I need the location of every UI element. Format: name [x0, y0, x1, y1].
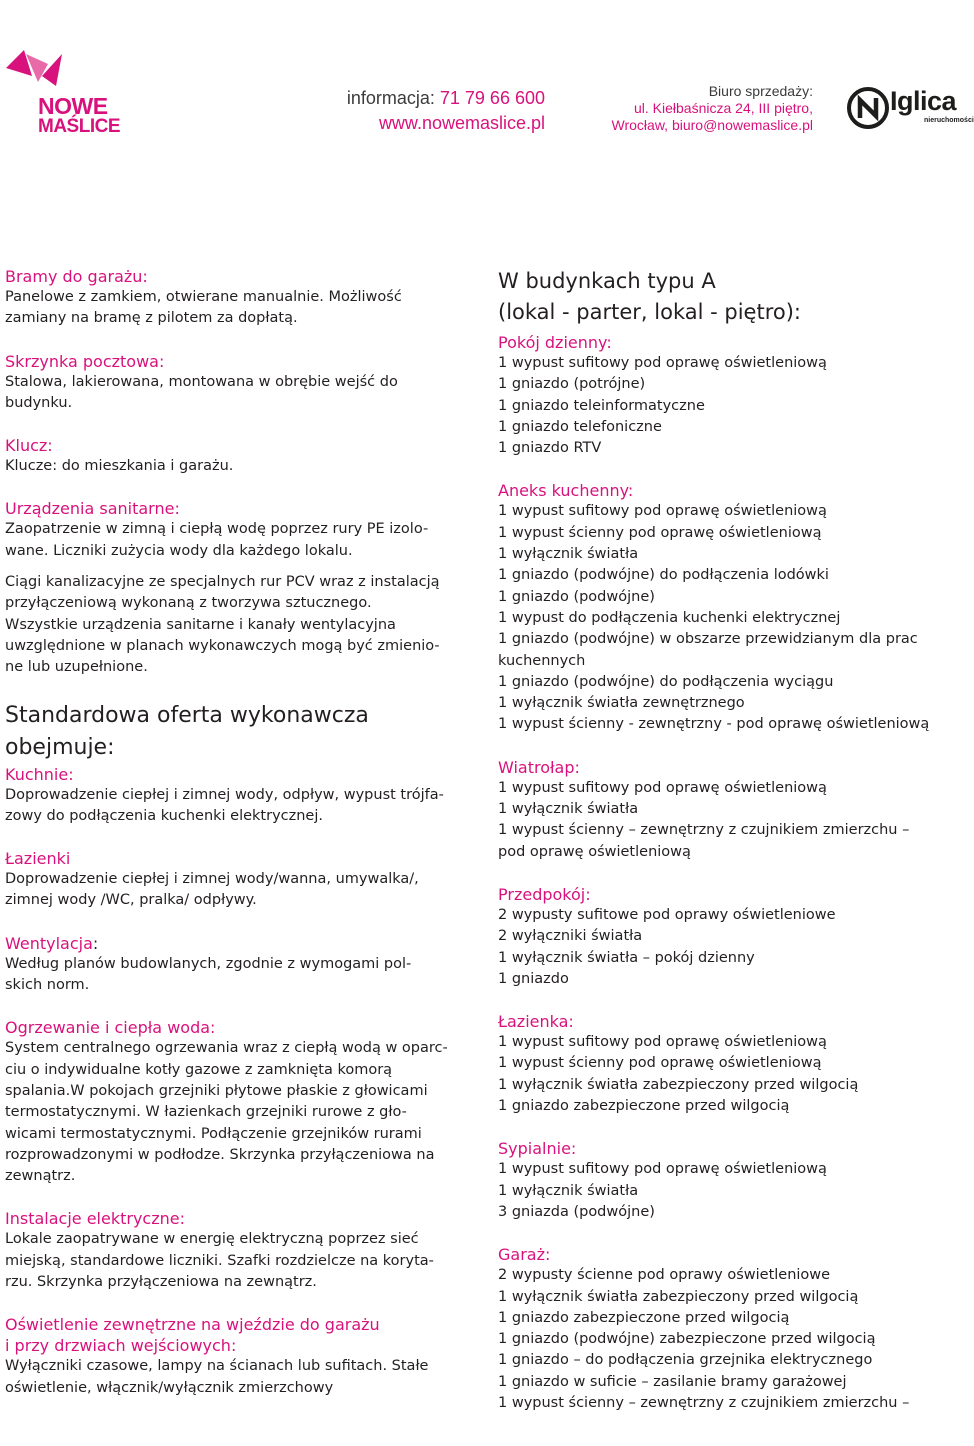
list-item: 1 gniazdo zabezpieczone przed wilgocią — [498, 1098, 790, 1115]
section-heading: Ogrzewanie i ciepła woda: — [5, 1018, 216, 1038]
text-line: termostatycznymi. W łazienkach grzejniki rurowe z gło- — [5, 1104, 407, 1121]
list-item: pod oprawę oświetleniową — [498, 843, 691, 860]
text-line: Według planów budowlanych, zgodnie z wymogami pol- — [5, 955, 412, 972]
text-line: rozprowadzonymi w podłodze. Skrzynka przyłączeniowa na — [5, 1146, 435, 1163]
heading-colon: : — [92, 933, 99, 953]
text-line: Ciągi kanalizacyjne ze specjalnych rur PCV wraz z instalacją — [5, 574, 440, 591]
text-line: Doprowadzenie ciepłej i zimnej wody, odpływ, wypust trójfa- — [5, 786, 444, 803]
title-line: (lokal - parter, lokal - piętro): — [498, 300, 801, 324]
title-line: W budynkach typu A — [498, 269, 716, 293]
iglica-emblem-icon — [846, 84, 890, 132]
list-item: 1 wypust ścienny pod oprawę oświetleniową — [498, 1055, 822, 1072]
text-line: Doprowadzenie ciepłej i zimnej wody/wanna, umywalka/, — [5, 871, 419, 888]
text-line: miejską, standardowe liczniki. Szafki rozdzielcze na koryta- — [5, 1252, 434, 1269]
list-item: 1 gniazdo zabezpieczone przed wilgocią — [498, 1309, 790, 1326]
list-item: 1 wyłącznik światła zewnętrznego — [498, 695, 745, 712]
left-column — [5, 266, 460, 1420]
list-item: 1 wypust sufitowy pod oprawę oświetleniową — [498, 779, 827, 796]
text-line: uwzględnione w planach wykonawczych mogą być zmienio- — [5, 637, 440, 654]
list-item: 1 gniazdo teleinformatyczne — [498, 397, 705, 414]
section-keys — [5, 435, 460, 477]
list-item: 1 wypust sufitowy pod oprawę oświetleniową — [498, 1034, 827, 1051]
text-line: rzu. Skrzynka przyłączeniowa na zewnątrz. — [5, 1274, 317, 1291]
text-line: Wszystkie urządzenia sanitarne i kanały wentylacyjna — [5, 616, 396, 633]
section-electrical — [5, 1208, 460, 1293]
section-bathrooms — [5, 848, 460, 912]
section-kitchens — [5, 764, 460, 828]
svg-text:NOWE: NOWE — [38, 93, 108, 119]
section-bedrooms — [498, 1138, 958, 1223]
heading-text: Wentylacja — [5, 933, 93, 953]
list-item: 2 wypusty sufitowe pod oprawy oświetleniowe — [498, 906, 836, 923]
room-list — [498, 332, 958, 1414]
list-item: 1 wypust ścienny – zewnętrzny z czujnikiem zmierzchu – — [498, 822, 910, 839]
iglica-logo-text: Iglica — [890, 86, 957, 116]
section-heading: Skrzynka pocztowa: — [5, 351, 165, 371]
list-item: 2 wyłączniki światła — [498, 928, 643, 945]
list-item: 1 gniazdo — [498, 970, 569, 987]
section-bathroom — [498, 1011, 958, 1117]
list-item: 1 gniazdo RTV — [498, 440, 602, 457]
list-item: 1 gniazdo (potrójne) — [498, 376, 646, 393]
text-line: Klucze: do mieszkania i garażu. — [5, 458, 234, 475]
text-line: ciu o indywidualne kotły gazowe z zamknięta komorą — [5, 1061, 393, 1078]
list-item: 1 wyłącznik światła zabezpieczony przed wilgocią — [498, 1288, 859, 1305]
list-item: 1 gniazdo (podwójne) — [498, 588, 655, 605]
text-line: spalania.W pokojach grzejniki płytowe płaskie z głowicami — [5, 1082, 428, 1099]
section-outdoor-lighting — [5, 1314, 460, 1399]
building-type-title — [498, 266, 958, 328]
section-kitchenette — [498, 480, 958, 735]
list-item: 1 wyłącznik światła zabezpieczony przed wilgocią — [498, 1076, 859, 1093]
text-line: zowy do podłączenia kuchenki elektrycznej. — [5, 807, 323, 824]
list-item: 1 wypust ścienny - zewnętrzny - pod oprawę oświetleniową — [498, 716, 930, 733]
list-item: 3 gniazda (podwójne) — [498, 1203, 655, 1220]
text-line: Lokale zaopatrywane w energię elektryczną poprzez sieć — [5, 1231, 419, 1248]
section-heading: Instalacje elektryczne: — [5, 1209, 185, 1229]
list-item: kuchennych — [498, 652, 586, 669]
text-line: Stalowa, lakierowana, montowana w obrębie wejść do — [5, 373, 398, 390]
list-item: 1 gniazdo (podwójne) do podłączenia lodówki — [498, 567, 829, 584]
text-line: Wyłączniki czasowe, lampy na ścianach lub sufitach. Stałe — [5, 1358, 429, 1375]
list-item: 1 gniazdo telefoniczne — [498, 418, 662, 435]
section-heading — [5, 933, 460, 954]
heading-line: Oświetlenie zewnętrzne na wjeździe do garażu — [5, 1315, 380, 1335]
list-item: 1 gniazdo (podwójne) w obszarze przewidzianym dla prac — [498, 631, 918, 648]
text-line: budynku. — [5, 394, 73, 411]
iglica-logo — [846, 84, 974, 132]
section-heading: Aneks kuchenny: — [498, 481, 634, 501]
section-heading: Klucz: — [5, 436, 53, 456]
section-sanitary — [5, 498, 460, 678]
list-item: 1 wypust sufitowy pod oprawę oświetleniową — [498, 1161, 827, 1178]
text-line: przyłączeniową wykonaną z tworzywa sztucznego. — [5, 595, 372, 612]
section-heading: Łazienka: — [498, 1012, 574, 1032]
list-item: 1 wypust sufitowy pod oprawę oświetleniową — [498, 355, 827, 371]
list-item: 1 wypust ścienny – zewnętrzny z czujnikiem zmierzchu – — [498, 1394, 910, 1411]
text-line: Panelowe z zamkiem, otwierane manualnie. Możliwość — [5, 289, 402, 305]
section-heading: Garaż: — [498, 1245, 551, 1265]
list-item: 1 wypust do podłączenia kuchenki elektrycznej — [498, 609, 841, 626]
page-header — [0, 0, 974, 160]
section-garage — [498, 1244, 958, 1414]
section-heading: Pokój dzienny: — [498, 333, 612, 352]
svg-text:MAŚLICE: MAŚLICE — [38, 116, 120, 137]
list-item: 1 wyłącznik światła — [498, 546, 639, 563]
list-item: 1 gniazdo w suficie – zasilanie bramy garażowej — [498, 1373, 847, 1390]
iglica-logo-subtext: nieruchomości — [924, 117, 974, 124]
section-heading: Kuchnie: — [5, 764, 74, 784]
sales-office — [560, 83, 813, 134]
section-living-room — [498, 332, 958, 459]
office-label: Biuro sprzedaży: — [708, 83, 813, 99]
section-garage-doors — [5, 266, 460, 330]
list-item: 1 gniazdo – do podłączenia grzejnika elektrycznego — [498, 1352, 873, 1369]
office-contact[interactable]: Wrocław, biuro@nowemaslice.pl — [611, 117, 813, 133]
contact-info — [340, 86, 545, 136]
section-heading: Wiatrołap: — [498, 757, 580, 777]
section-ventilation — [5, 933, 460, 997]
text-line: zamiany na bramę z pilotem za dopłatą. — [5, 310, 298, 327]
text-line: ne lub uzupełnione. — [5, 659, 148, 676]
section-heading: Urządzenia sanitarne: — [5, 499, 180, 519]
text-line: oświetlenie, włącznik/wyłącznik zmierzchowy — [5, 1379, 334, 1396]
right-column — [498, 266, 958, 1435]
office-address: ul. Kiełbaśnicza 24, III piętro, — [634, 100, 813, 116]
title-line: Standardowa oferta wykonawcza — [5, 702, 369, 728]
text-line: System centralnego ogrzewania wraz z ciepłą wodą w oparc- — [5, 1040, 448, 1057]
section-heading: Łazienki — [5, 849, 71, 869]
section-vestibule — [498, 757, 958, 863]
section-heading: Sypialnie: — [498, 1139, 577, 1159]
text-line: wane. Liczniki zużycia wody dla każdego lokalu. — [5, 542, 353, 559]
info-phone[interactable]: 71 79 66 600 — [439, 88, 545, 108]
section-heading: Bramy do garażu: — [5, 267, 148, 286]
text-line: zimnej wody /WC, pralka/ odpływy. — [5, 892, 257, 909]
text-line: wicami termostatycznymi. Podłączenie grzejników rurami — [5, 1125, 422, 1142]
section-heading — [5, 1314, 460, 1356]
heading-line: i przy drzwiach wejściowych: — [5, 1336, 237, 1356]
list-item: 1 gniazdo (podwójne) zabezpieczone przed wilgocią — [498, 1331, 876, 1348]
list-item: 1 wyłącznik światła – pokój dzienny — [498, 949, 755, 966]
title-line: obejmuje: — [5, 734, 115, 760]
list-item: 2 wypusty ścienne pod oprawy oświetleniowe — [498, 1267, 831, 1284]
text-line: zewnątrz. — [5, 1168, 76, 1185]
nowe-maslice-logo — [2, 46, 128, 136]
section-hallway — [498, 884, 958, 990]
section-mailbox — [5, 351, 460, 415]
list-item: 1 wyłącznik światła — [498, 1182, 639, 1199]
text-line: Zaopatrzenie w zimną i ciepłą wodę poprzez rury PE izolo- — [5, 521, 429, 538]
list-item: 1 gniazdo (podwójne) do podłączenia wyciągu — [498, 673, 834, 690]
text-line: skich norm. — [5, 977, 90, 994]
list-item: 1 wyłącznik światła — [498, 801, 639, 818]
section-heading: Przedpokój: — [498, 884, 591, 904]
website-link[interactable]: www.nowemaslice.pl — [378, 113, 545, 133]
list-item: 1 wypust ścienny pod oprawę oświetleniową — [498, 524, 822, 541]
section-heating — [5, 1017, 460, 1187]
offer-title — [5, 700, 460, 764]
list-item: 1 wypust sufitowy pod oprawę oświetleniową — [498, 503, 827, 520]
info-label: informacja: — [346, 88, 435, 108]
